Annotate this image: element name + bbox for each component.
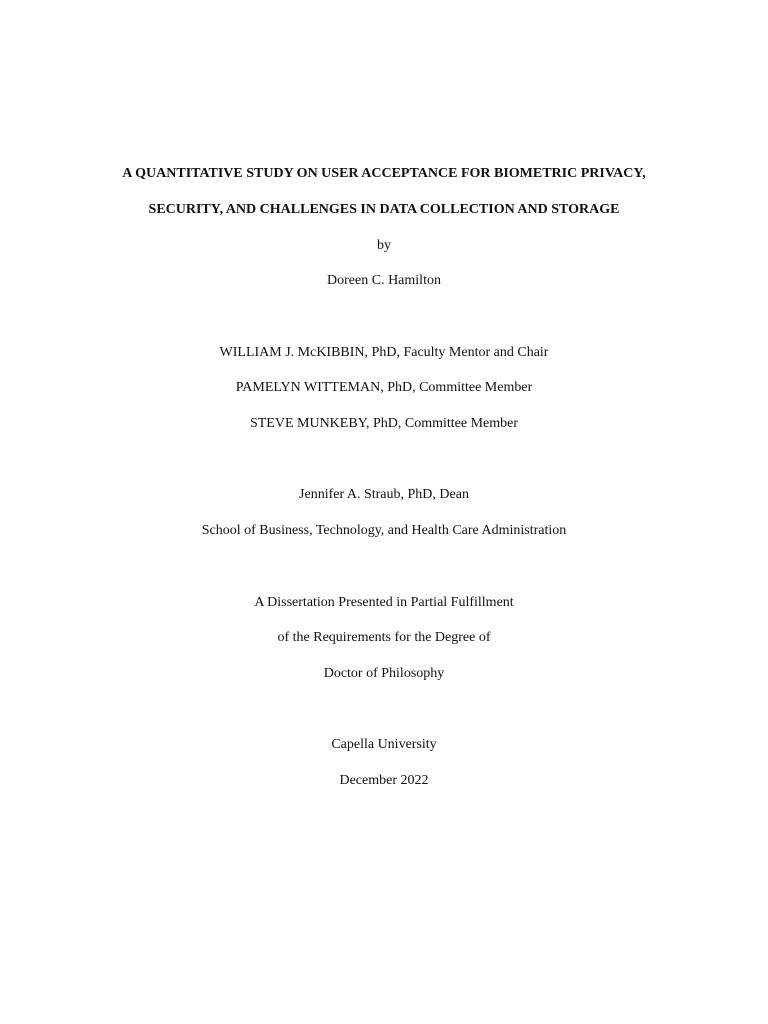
committee-chair: WILLIAM J. McKIBBIN, PhD, Faculty Mentor and Chair — [219, 345, 549, 360]
committee-member-2: STEVE MUNKEBY, PhD, Committee Member — [249, 416, 519, 431]
dean: Jennifer A. Straub, PhD, Dean — [299, 487, 469, 502]
by-label: by — [377, 238, 391, 253]
school-name: School of Business, Technology, and Health Care Administration — [201, 523, 567, 538]
dissertation-title-line-2: SECURITY, AND CHALLENGES IN DATA COLLECTION AND STORAGE — [148, 202, 620, 217]
committee-member-1: PAMELYN WITTEMAN, PhD, Committee Member — [235, 380, 533, 395]
statement-line-2: of the Requirements for the Degree of — [277, 630, 491, 645]
dissertation-title-line-1: A QUANTITATIVE STUDY ON USER ACCEPTANCE FOR BIOMETRIC PRIVACY, — [122, 166, 646, 181]
author-name: Doreen C. Hamilton — [327, 273, 441, 288]
university-name: Capella University — [331, 737, 437, 752]
submission-date: December 2022 — [339, 773, 429, 788]
statement-line-1: A Dissertation Presented in Partial Fulfillment — [254, 595, 514, 610]
degree-name: Doctor of Philosophy — [323, 666, 445, 681]
